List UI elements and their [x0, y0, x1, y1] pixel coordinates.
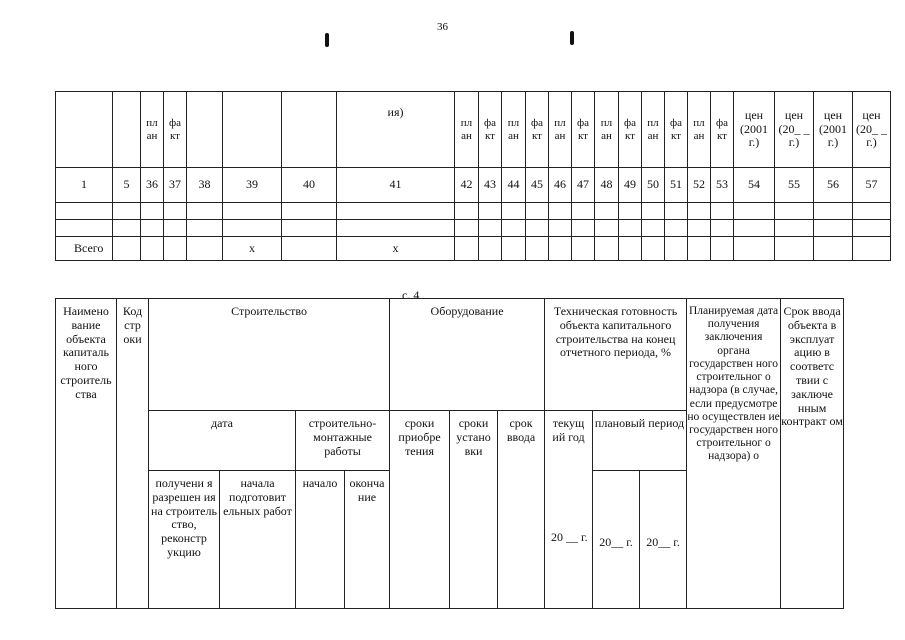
header-cell: цен (20_ _ г.)	[775, 92, 814, 168]
header-cell: фа кт	[665, 92, 688, 168]
column-number: 5	[113, 168, 141, 203]
cmw-start-header: начало	[296, 471, 345, 609]
permit-date-header: получени я разрешен ия на строитель ство, реконстр укцию	[149, 471, 220, 609]
column-number: 54	[734, 168, 775, 203]
column-number: 47	[572, 168, 595, 203]
table-row	[56, 203, 891, 220]
equipment-header: Оборудование	[390, 299, 545, 411]
current-year-value: 20 __ г.	[551, 530, 588, 544]
scan-mark-left	[325, 33, 329, 47]
column-number: 43	[479, 168, 502, 203]
commission-term-header: Срок ввода объекта в эксплуат ацию в соответс твии с заключе нным контракт ом	[781, 299, 844, 609]
column-number: 44	[502, 168, 526, 203]
header-cell: цен (20_ _ г.)	[853, 92, 891, 168]
cmw-end-header: оконча ние	[345, 471, 390, 609]
header-cell: фа кт	[526, 92, 549, 168]
continuation-label: с. 4	[402, 288, 420, 302]
page-number: 36	[437, 21, 448, 33]
header-cell	[282, 92, 337, 168]
header-cell: фа кт	[479, 92, 502, 168]
total-x-mark: х	[223, 237, 282, 261]
header-cell: пл ан	[455, 92, 479, 168]
cmw-header: строительно-монтажные работы	[296, 411, 390, 471]
column-number: 50	[642, 168, 665, 203]
column-number: 52	[688, 168, 711, 203]
table-continuation-top	[55, 91, 891, 261]
header-cell: цен (2001 г.)	[734, 92, 775, 168]
header-cell: пл ан	[502, 92, 526, 168]
header-cell: пл ан	[688, 92, 711, 168]
readiness-header: Техническая готовность объекта капитального строительства на конец отчетного периода, %	[545, 299, 687, 411]
date-header: дата	[149, 411, 296, 471]
eq-acquire-header: сроки приобре тения	[390, 411, 450, 609]
header-cell: фа кт	[572, 92, 595, 168]
column-number-row	[56, 168, 891, 203]
header-cell: пл ан	[642, 92, 665, 168]
column-number: 56	[814, 168, 853, 203]
table-header-page4	[55, 298, 844, 609]
header-cell: пл ан	[549, 92, 572, 168]
column-number: 51	[665, 168, 688, 203]
header-cell: ия)	[337, 92, 455, 168]
column-number: 53	[711, 168, 734, 203]
total-x-mark: х	[337, 237, 455, 261]
column-number: 55	[775, 168, 814, 203]
column-number: 41	[337, 168, 455, 203]
object-name-header: Наимено вание объекта капиталь ного строитель ства	[56, 299, 117, 609]
line-code-header: Код стр оки	[117, 299, 149, 609]
plan-year-1: 20__ г.	[593, 471, 640, 609]
prep-start-header: начала подготовит ельных работ	[220, 471, 296, 609]
column-number: 1	[56, 168, 113, 203]
column-number: 42	[455, 168, 479, 203]
plan-period-header: плановый период	[593, 411, 687, 471]
plan-year-2: 20__ г.	[640, 471, 687, 609]
column-number: 37	[164, 168, 187, 203]
column-number: 48	[595, 168, 619, 203]
current-year-header: текущ ий год	[545, 411, 593, 609]
column-number: 40	[282, 168, 337, 203]
scan-mark-right	[570, 31, 574, 45]
column-number: 46	[549, 168, 572, 203]
table-row	[56, 220, 891, 237]
header-cell	[223, 92, 282, 168]
header-cell: цен (2001 г.)	[814, 92, 853, 168]
header-cell: фа кт	[711, 92, 734, 168]
construction-header: Строительство	[149, 299, 390, 411]
eq-install-header: сроки устано вки	[450, 411, 498, 609]
total-label: Всего	[56, 237, 113, 261]
header-cell: фа кт	[619, 92, 642, 168]
planned-date-header: Планируемая дата получения заключения органа государствен ного строительног о надзора (в случае, если предусмотре но осуществлен ие государствен ного строительног о надзора) о	[687, 299, 781, 609]
header-cell	[56, 92, 113, 168]
header-cell: пл ан	[141, 92, 164, 168]
column-number: 36	[141, 168, 164, 203]
table-header-row	[56, 92, 891, 168]
column-number: 49	[619, 168, 642, 203]
header-cell	[187, 92, 223, 168]
header-cell: пл ан	[595, 92, 619, 168]
column-number: 39	[223, 168, 282, 203]
total-row	[56, 237, 891, 261]
column-number: 57	[853, 168, 891, 203]
column-number: 38	[187, 168, 223, 203]
eq-commission-header: срок ввода	[498, 411, 545, 609]
header-cell: фа кт	[164, 92, 187, 168]
column-number: 45	[526, 168, 549, 203]
header-cell	[113, 92, 141, 168]
